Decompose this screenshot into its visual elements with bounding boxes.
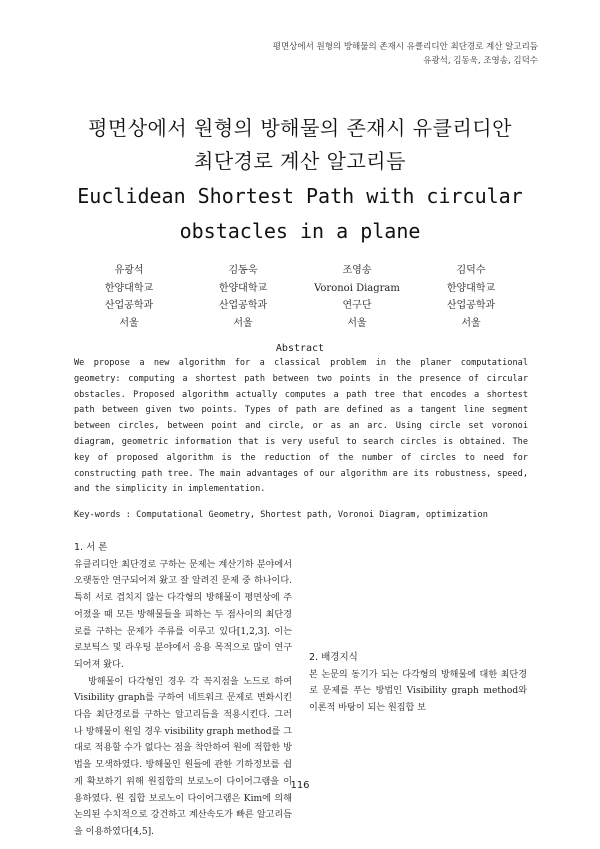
author-city: 서울 xyxy=(233,317,253,329)
title-korean-line1: 평면상에서 원형의 방해물의 존재시 유클리디안 xyxy=(88,116,512,140)
author-name: 김동욱 xyxy=(228,265,258,276)
title-korean-line2: 최단경로 계산 알고리듬 xyxy=(194,149,406,173)
running-title: 평면상에서 원형의 방해물의 존재시 유클리디안 최단경로 계산 알고리듬 xyxy=(272,42,538,52)
column-right xyxy=(309,540,527,717)
section-title-background: 2. 배경지식 xyxy=(309,652,358,663)
column-right-continuation-space xyxy=(309,540,527,640)
author-affiliation: 한양대학교 xyxy=(218,282,268,294)
author-name: 조영송 xyxy=(342,265,372,276)
author-affiliation: 한양대학교 xyxy=(104,282,154,294)
author-department: 연구단 xyxy=(342,300,372,311)
author xyxy=(300,262,414,332)
author-city: 서울 xyxy=(347,317,367,329)
author-department: 산업공학과 xyxy=(218,300,268,311)
title-english-line2: obstacles in a plane xyxy=(179,219,421,243)
abstract-heading: Abstract xyxy=(275,343,325,354)
author-affiliation: 한양대학교 xyxy=(446,282,496,294)
paragraph: 본 논문의 동기가 되는 다각형의 방해물에 대한 최단경로 문제를 푸는 방법인 Visibility graph method와 이론적 바탕이 되는 원집합 보 xyxy=(309,669,527,714)
author xyxy=(72,262,186,332)
author-department: 산업공학과 xyxy=(104,300,154,311)
author xyxy=(414,262,528,332)
title-english-line1: Euclidean Shortest Path with circular xyxy=(77,184,523,208)
author-list xyxy=(72,262,528,332)
author-name: 김덕수 xyxy=(456,265,486,276)
column-left xyxy=(74,540,292,841)
paragraph: 유클리디안 최단경로 구하는 문제는 계산기하 분야에서 오랫동안 연구되어져 왔고 잘 알려진 문제 중 하나이다. 특히 서로 겹치지 않는 다각형의 방해물이 평면상에 주어졌을 때 모든 방해물들을 피하는 두 점사이의 최단경로를 구하는 문제가 주류를 이루고 있다[1,2,3]. 이는 로보틱스 및 라우팅 분야에서 응용 목적으로 많이 연구되어져 왔다. xyxy=(74,559,292,670)
title-block xyxy=(0,112,600,248)
running-authors: 유광석, 김동욱, 조영송, 김덕수 xyxy=(423,56,538,66)
author-city: 서울 xyxy=(119,317,139,329)
section-title-introduction: 1. 서 론 xyxy=(74,542,108,553)
abstract-text: We propose a new algorithm for a classical problem in the planer computational geometry: computing a shortest path between two points in the presence of circular obstacles. Proposed algorithm actually computes a path tree that encodes a shortest path between given two points. Types of path are defined as a tangent line segment between circles, between point and circle, or as an arc. Using circle set voronoi diagram, geometric information that is very useful to search circles is obtained. The key of proposed algorithm is the reduction of the number of circles to need for constructing path tree. The main advantages of our algorithm are its robustness, speed, and the simplicity in implementation. xyxy=(74,358,528,495)
author-city: 서울 xyxy=(461,317,481,329)
author-department: 산업공학과 xyxy=(446,300,496,311)
keywords: Key-words : Computational Geometry, Shortest path, Voronoi Diagram, optimization xyxy=(74,510,488,520)
page-number: 116 xyxy=(290,780,310,791)
author-affiliation: Voronoi Diagram xyxy=(314,282,400,294)
paragraph: 방해물이 다각형인 경우 각 꼭지점을 노드로 하여 Visibility graph를 구하여 네트워크 문제로 변화시킨 다음 최단경로를 구하는 알고리듬을 적용시킨다. 그러나 방해물이 원일 경우 visibility graph method를 그대로 적용할 수가 없다는 점을 착안하여 원에 적합한 방법을 모색하였다. 방해물인 원들에 관한 기하정보를 쉽게 확보하기 위해 원집합의 보로노이 다이어그램을 이용하였다. 원 집합 보로노이 다이어그램은 Kim에 의해 논의된 수치적으로 강건하고 계산속도가 빠른 알고리듬을 이용하였다[4,5]. xyxy=(74,676,292,837)
author xyxy=(186,262,300,332)
running-header xyxy=(273,40,538,68)
author-name: 유광석 xyxy=(114,265,144,276)
